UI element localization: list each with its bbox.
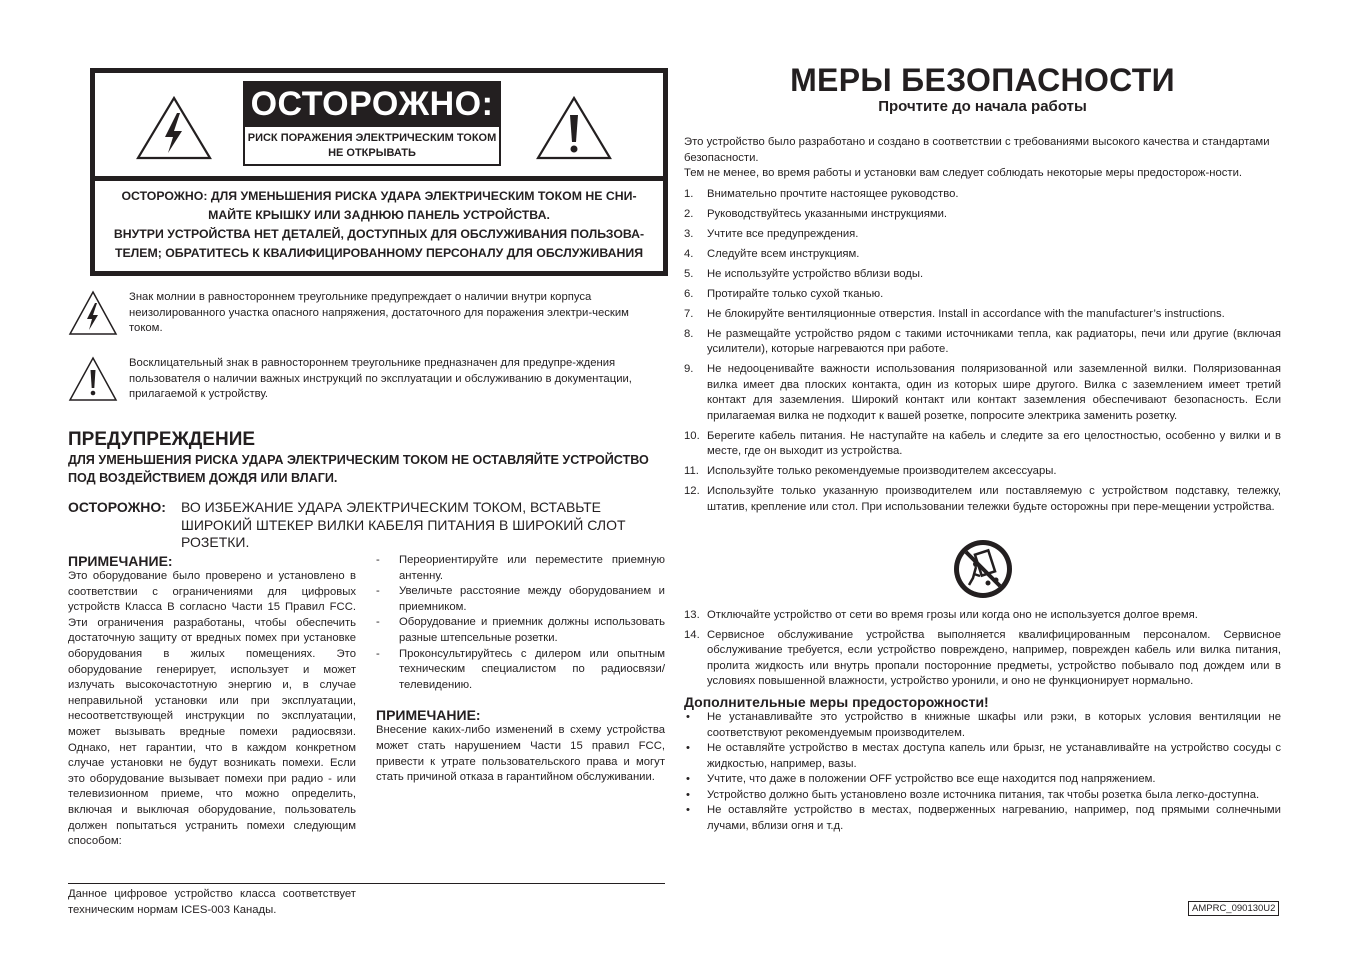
list-item: 13. Отключайте устройство от сети во время грозы или когда оно не используется долгое время. — [684, 608, 1198, 621]
lightning-triangle-icon — [135, 95, 213, 161]
list-item: • Не оставляйте устройство в местах доступа капель или брызг, не устанавливайте на устройство сосуды с жидкостью, например, вазы. — [684, 741, 1281, 772]
list-item: 1. Внимательно прочтите настоящее руководство. — [684, 187, 959, 200]
list-item: 5. Не используйте устройство вблизи воды. — [684, 267, 924, 280]
caution-title: ОСТОРОЖНО: — [243, 81, 501, 127]
exclamation-small-icon — [68, 356, 118, 402]
list-item: 2. Руководствуйтесь указанными инструкциями. — [684, 207, 948, 220]
caution-divider — [95, 176, 663, 181]
exclamation-triangle-icon — [535, 95, 613, 161]
list-item: 10. Берегите кабель питания. Не наступайте на кабель и следите за его целостностью, особенно у вилки и в месте, где он выходит из устройства. — [684, 429, 1281, 457]
list-item: 9. Не недооценивайте важности использования поляризованной или заземленной вилки. Поляризованная вилка имеет два плоских контакта, один из которых шире другого. Вилка с заземлением имеет третий контакт для заземления. Широкий контакт или контакт заземления обеспечивают безопасность. Если прилагаемая вилка не подходит к вашей розетке, попросите электрика заменить розетку. — [684, 363, 1281, 422]
list-item: • Не устанавливайте это устройство в книжные шкафы или рэки, в которых условия вентиляции не соответствуют рекомендуемым производителем. — [684, 710, 1281, 741]
list-item: - Переориентируйте или переместите приемную антенну. — [376, 553, 665, 584]
safety-rules-list — [684, 187, 1281, 516]
plug-caution-label: ОСТОРОЖНО: — [68, 499, 166, 515]
warning-heading: ПРЕДУПРЕЖДЕНИЕ — [68, 429, 256, 450]
note1-heading: ПРИМЕЧАНИЕ: — [68, 553, 173, 569]
note1 — [68, 553, 356, 850]
list-item: - Проконсультируйтесь с дилером или опытным техническим специалистом по радиосвязи/телевидению. — [376, 647, 665, 694]
note1-text: Это оборудование было проверено и установлено в соответствии с ограничениями для цифровых устройств Класса В согласно Части 15 Правил FCC. Эти ограничения разработаны, чтобы обеспечить достаточную защиту от вредных помех при установке оборудования в жилых помещениях. Это оборудование генерирует, использует и может излучать высокочастотную энергию и, в случае неправильной установки или при эксплуатации, несоответствующей инструкции по эксплуатации, может вызывать вредные помехи радиосвязи. Однако, нет гарантии, что в каждом конкретном случае установки не будут возникать помехи. Если это оборудование вызывает помехи при радио - или телевизионном приеме, что можно определить, включая и выключая оборудование, пользователь должен попытаться устранить помехи следующим способом: — [68, 570, 356, 848]
intro-text-1: Это устройство было разработано и создано в соответствии с требованиями высокого качества и стандартами безопасности. — [684, 136, 1270, 164]
list-item: 4. Следуйте всем инструкциям. — [684, 247, 860, 260]
caution-title-wrap — [243, 81, 501, 166]
extra-precautions-heading: Дополнительные меры предосторожности! — [684, 694, 989, 710]
lightning-symbol-row — [68, 290, 665, 352]
list-item: - Оборудование и приемник должны использовать разные штепсельные розетки. — [376, 615, 665, 646]
list-item: • Учтите, что даже в положении OFF устройство все еще находится под напряжением. — [684, 772, 1281, 788]
divider — [68, 883, 665, 884]
extra-precautions-list — [684, 710, 1281, 834]
page-subtitle: Прочтите до начала работы — [878, 98, 1087, 115]
right-column — [684, 62, 1281, 834]
note1-list-column — [376, 553, 665, 786]
intro-text-2: Тем не менее, во время работы и установки вам следует соблюдать некоторые меры предосторож-ности. — [684, 167, 1243, 179]
caution-body-line3: ВНУТРИ УСТРОЙСТВА НЕТ ДЕТАЛЕЙ, ДОСТУПНЫХ ДЛЯ ОБСЛУЖИВАНИЯ ПОЛЬЗОВА- — [113, 227, 645, 241]
caution-body-line1: ОСТОРОЖНО: ДЛЯ УМЕНЬШЕНИЯ РИСКА УДАРА ЭЛЕКТРИЧЕСКИМ ТОКОМ НЕ СНИ- — [121, 189, 637, 203]
canada-compliance-text: Данное цифровое устройство класса соответствует техническим нормам ICES-003 Канады. — [68, 888, 356, 916]
caution-body — [103, 187, 655, 263]
lightning-small-icon — [68, 290, 118, 336]
exclamation-symbol-row — [68, 356, 665, 418]
note2-text: Внесение каких-либо изменений в схему устройства может стать нарушением Части 15 правил FCC, привести к утрате пользовательского права и могут стать причиной отказа в гарантийном обслуживании. — [376, 724, 665, 784]
notes-section — [68, 553, 665, 883]
plug-caution — [68, 499, 665, 551]
interference-list — [376, 553, 665, 693]
exclamation-description: Восклицательный знак в равностороннем треугольнике предназначен для предупре-ждения пользователя о наличии важных инструкций по эксплуатации и обслуживанию в документации, прилагаемой к устройству. — [129, 357, 632, 400]
list-item: 6. Протирайте только сухой тканью. — [684, 287, 884, 300]
list-item: 11. Используйте только рекомендуемые производителем аксессуары. — [684, 465, 1057, 477]
list-item: 12. Используйте только указанную производителем или поставляемую с устройством подставку, тележку, штатив, крепление или стол. При использовании тележки будьте осторожны при пере-мещении устройства. — [684, 485, 1281, 513]
caution-body-line4: ТЕЛЕМ; ОБРАТИТЕСЬ К КВАЛИФИЦИРОВАННОМУ ПЕРСОНАЛУ ДЛЯ ОБСЛУЖИВАНИЯ — [114, 246, 644, 260]
note2-heading: ПРИМЕЧАНИЕ: — [376, 707, 481, 724]
caution-subtitle-line2: НЕ ОТКРЫВАТЬ — [328, 147, 416, 159]
cart-warning-area — [684, 520, 1281, 598]
list-item: • Не оставляйте устройство в местах, подверженных нагреванию, например, под прямыми солнечными лучами, вблизи огня и т.д. — [684, 803, 1281, 834]
safety-rules-list-2 — [684, 608, 1281, 690]
list-item: 3. Учтите все предупреждения. — [684, 227, 859, 240]
lightning-description: Знак молнии в равностороннем треугольнике предупреждает о наличии внутри корпуса неизолированного участка опасного напряжения, достаточного для поражения электри-ческим током. — [129, 291, 629, 334]
list-item: 8. Не размещайте устройство рядом с такими источниками тепла, как радиаторы, печи или другие (включая усилители), которые нагреваются при работе. — [684, 327, 1281, 355]
left-column — [68, 68, 665, 918]
caution-subtitle — [243, 127, 501, 166]
caution-box-top — [95, 73, 663, 176]
list-item: 7. Не блокируйте вентиляционные отверстия. Install in accordance with the manufacturer’s instructions. — [684, 307, 1225, 320]
document-code: AMPRC_090130U2 — [1188, 901, 1279, 916]
caution-box — [90, 68, 668, 276]
list-item: 14. Сервисное обслуживание устройства выполняется квалифицированным персоналом. Сервисное обслуживание требуется, если устройство повреждено, например, поврежден кабель или вилка питания, пролита жидкость или внутрь пропали посторонние предметы, устройство побывало под дождем или в условиях повышенной влажности, устройство уронили, и оно не функционирует нормально. — [684, 628, 1281, 687]
warning-body: ДЛЯ УМЕНЬШЕНИЯ РИСКА УДАРА ЭЛЕКТРИЧЕСКИМ ТОКОМ НЕ ОСТАВЛЯЙТЕ УСТРОЙСТВО ПОД ВОЗДЕЙСТВИЕМ ДОЖДЯ ИЛИ ВЛАГИ. — [68, 453, 649, 485]
caution-body-line2: МАЙТЕ КРЫШКУ ИЛИ ЗАДНЮЮ ПАНЕЛЬ УСТРОЙСТВА. — [208, 208, 550, 222]
page-title: МЕРЫ БЕЗОПАСНОСТИ — [790, 62, 1175, 98]
list-item: • Устройство должно быть установлено возле источника питания, так чтобы розетка была легко-доступна. — [684, 788, 1281, 804]
caution-subtitle-line1: РИСК ПОРАЖЕНИЯ ЭЛЕКТРИЧЕСКИМ ТОКОМ — [247, 132, 497, 144]
cart-tipover-warning-icon — [952, 538, 1014, 600]
list-item: - Увеличьте расстояние между оборудованием и приемником. — [376, 584, 665, 615]
plug-caution-text: ВО ИЗБЕЖАНИЕ УДАРА ЭЛЕКТРИЧЕСКИМ ТОКОМ, ВСТАВЬТЕ ШИРОКИЙ ШТЕКЕР ВИЛКИ КАБЕЛЯ ПИТАНИЯ В ШИРОКИЙ СЛОТ РОЗЕТКИ. — [181, 499, 626, 550]
